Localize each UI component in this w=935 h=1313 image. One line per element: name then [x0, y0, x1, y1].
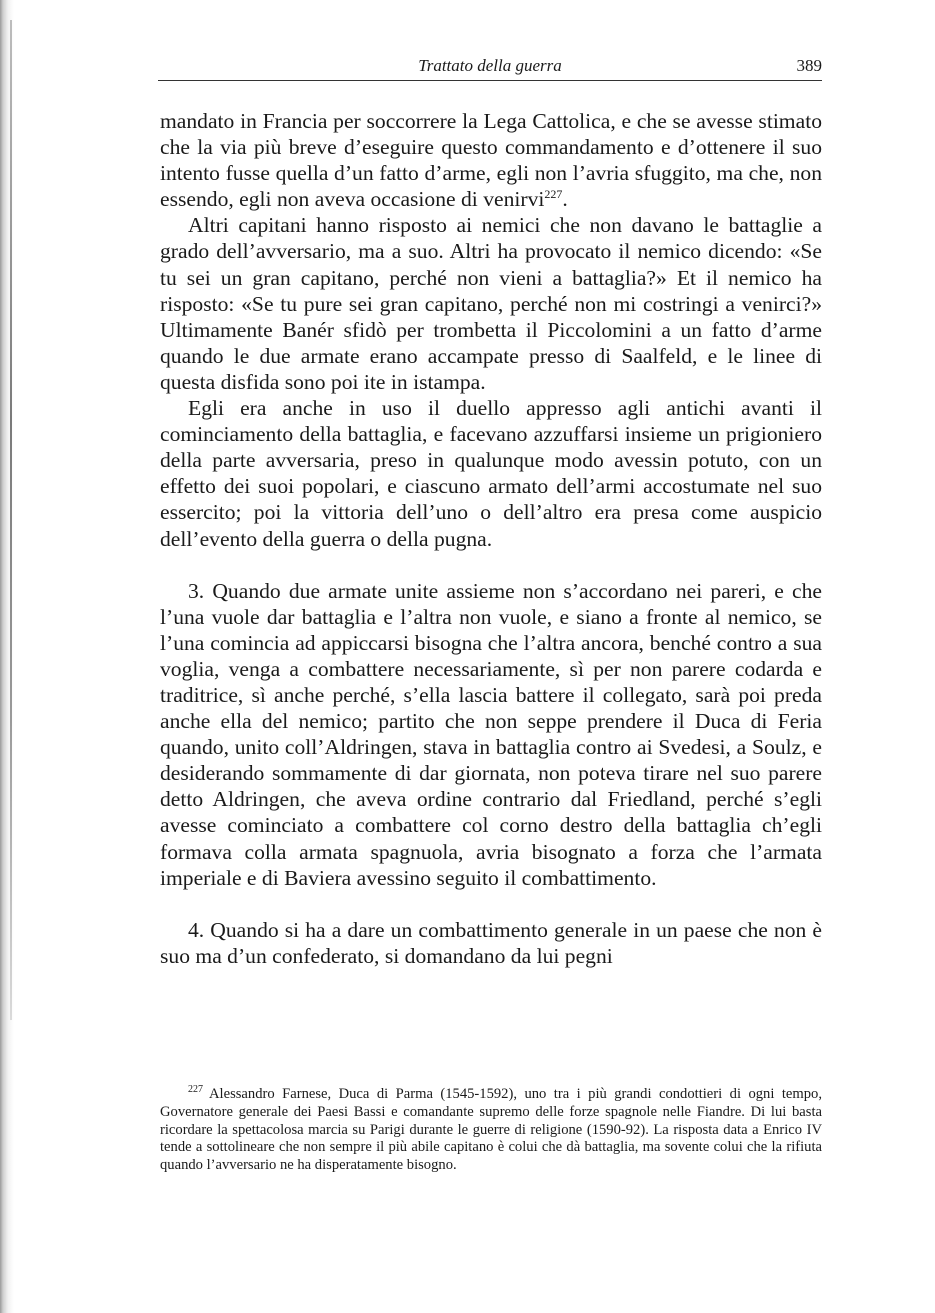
- numbered-paragraph-4: 4. Quando si ha a dare un combattimento generale in un paese che non è suo ma d’un confederato, si domandano da lui pegni: [160, 917, 822, 968]
- footnote-text: Alessandro Farnese, Duca di Parma (1545-1592), uno tra i più grandi condottieri di ogni tempo, Governatore generale dei Paesi Bassi e comandante supremo delle forze spagnole nelle Fiandre. Di lui basta ricordare la spettacolosa marcia su Parigi durante le guerre di religione (1590-92). La risposta data a Enrico IV tende a sottolineare che non sempre il più abile capitano è colui che dà battaglia, ma sovente colui che la rifiuta quando l’avversario ne ha disperatamente bisogno.: [160, 1086, 822, 1174]
- footnote-227: [160, 1086, 822, 1175]
- paragraph: Egli era anche in uso il duello appresso agli antichi avanti il cominciamento della battaglia, e facevano azzuffarsi insieme un prigioniero della parte avversaria, preso in qualunque modo avessin potuto, con un effetto dei suoi popolari, e ciascuno armato dell’armi accostumate nel suo essercito; poi la vittoria dell’uno o dell’altro era presa come auspicio dell’evento della guerra o della pugna.: [160, 396, 822, 551]
- numbered-paragraph-3: 3. Quando due armate unite assieme non s’accordano nei pareri, e che l’una vuole dar battaglia e l’altra non vuole, e siano a fronte al nemico, se l’una comincia ad appiccarsi bisogna che l’altra ancora, benché contro a sua voglia, venga a combattere necessariamente, sì per non parere codarda e traditrice, sì anche perché, s’ella lascia battere il collegato, sarà poi preda anche ella del nemico; partito che non seppe prendere il Duca di Feria quando, unito coll’Aldringen, stava in battaglia contro ai Svedesi, a Soulz, e desiderando sommamente di dar giornata, non poteva tirare nel suo parere detto Aldringen, che aveva ordine contrario dal Friedland, perché s’egli avesse cominciato a combattere col corno destro della battaglia ch’egli formava colla armata spagnuola, avria bisognato a forza che l’armata imperiale e di Baviera avessino seguito il combattimento.: [160, 578, 822, 890]
- footnote-number: 227: [188, 1084, 203, 1096]
- running-title: Trattato della guerra: [418, 56, 562, 75]
- paragraph-text: mandato in Francia per soccorrere la Lega Cattolica, e che se avesse stimato che la via più breve d’eseguire questo commandamento e d’ottenere il suo intento fusse quella d’un fatto d’arme, egli non l’avria sfuggito, ma che, non essendo, egli non aveva occasione di venirvi: [160, 109, 822, 212]
- main-text: [160, 108, 822, 969]
- running-header: [158, 54, 822, 81]
- paragraph-tail: .: [562, 187, 568, 212]
- footnotes: [160, 1086, 822, 1175]
- footnote-reference: 227: [544, 187, 563, 202]
- paragraph-continued: [160, 108, 822, 212]
- paragraph: Altri capitani hanno risposto ai nemici che non davano le battaglie a grado dell’avversario, ma a suo. Altri ha provocato il nemico dicendo: «Se tu sei un gran capitano, perché non vieni a battaglia?» Et il nemico ha risposto: «Se tu pure sei gran capitano, perché non mi costringi a venirci?» Ultimamente Banér sfidò per trombetta il Piccolomini a un fatto d’arme quando le due armate erano accampate presso di Saalfeld, e le linee di questa disfida sono poi ite in istampa.: [160, 213, 822, 394]
- page-binding-line: [10, 20, 12, 1020]
- page-number: 389: [796, 56, 822, 75]
